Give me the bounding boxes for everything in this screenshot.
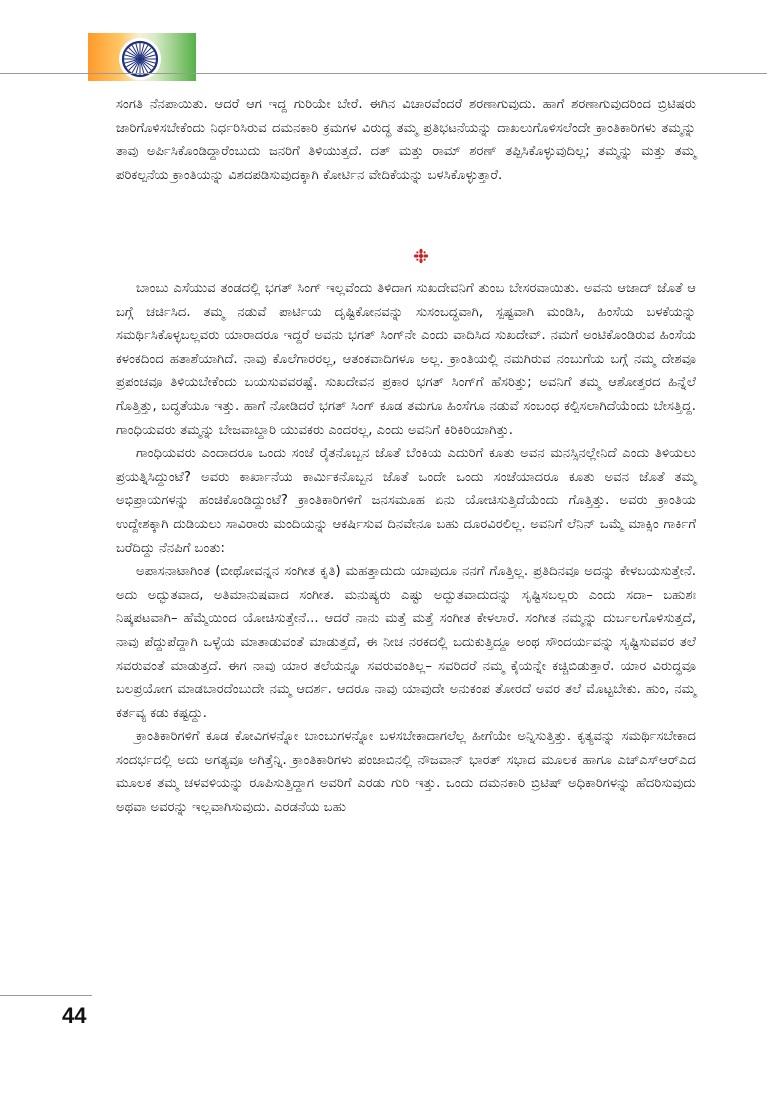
ashoka-chakra-icon	[118, 37, 162, 81]
section-two	[116, 277, 696, 820]
header-rule	[0, 73, 767, 74]
footer-rule	[0, 995, 92, 996]
page-number: 44	[62, 1003, 87, 1028]
paragraph: ಸಂಗತಿ ನೆನಪಾಯಿತು. ಆದರೆ ಆಗ ಇದ್ದ ಗುರಿಯೇ ಬೇರೆ. ಈಗಿನ ವಿಚಾರವೆಂದರೆ ಶರಣಾಗುವುದು. ಹಾಗೆ ಶರಣಾಗುವುದರಿಂದ ಬ್ರಿಟಿಷರು ಜಾರಿಗೊಳಿಸಬೇಕೆಂದು ನಿರ್ಧರಿಸಿರುವ ದಮನಕಾರಿ ಕ್ರಮಗಳ ವಿರುದ್ಧ ತಮ್ಮ ಪ್ರತಿಭಟನೆಯನ್ನು ದಾಖಲುಗೊಳಿಸಲೆಂದೇ ಕ್ರಾಂತಿಕಾರಿಗಳು ತಮ್ಮನ್ನು ತಾವು ಅರ್ಪಿಸಿಕೊಂಡಿದ್ದಾರೆಂಬುದು ಜನರಿಗೆ ತಿಳಿಯುತ್ತದೆ. ದತ್ ಮತ್ತು ರಾಮ್ ಶರಣ್ ತಪ್ಪಿಸಿಕೊಳ್ಳುವುದಿಲ್ಲ; ತಮ್ಮನ್ನು ಮತ್ತು ತಮ್ಮ ಪರಿಕಲ್ಪನೆಯ ಕ್ರಾಂತಿಯನ್ನು ವಿಶದಪಡಿಸುವುದಕ್ಕಾಗಿ ಕೋರ್ಟಿನ ವೇದಿಕೆಯನ್ನು ಬಳಸಿಕೊಳ್ಳುತ್ತಾರೆ.	[116, 97, 696, 183]
paragraph: ಬಾಂಬು ಎಸೆಯುವ ತಂಡದಲ್ಲಿ ಭಗತ್ ಸಿಂಗ್ ಇಲ್ಲವೆಂದು ತಿಳಿದಾಗ ಸುಖದೇವನಿಗೆ ತುಂಬ ಬೇಸರವಾಯಿತು. ಅವನು ಆಜಾದ್ ಜೊತೆ ಆ ಬಗ್ಗೆ ಚರ್ಚಿಸಿದ. ತಮ್ಮ ನಡುವೆ ಪಾರ್ಟಿಯ ದೃಷ್ಟಿಕೋನವನ್ನು ಸುಸಂಬದ್ಧವಾಗಿ, ಸ್ಪಷ್ಟವಾಗಿ ಮಂಡಿಸಿ, ಹಿಂಸೆಯ ಬಳಕೆಯನ್ನು ಸಮರ್ಥಿಸಿಕೊಳ್ಳಬಲ್ಲವರು ಯಾರಾದರೂ ಇದ್ದರೆ ಅವನು ಭಗತ್ ಸಿಂಗ್‌ನೇ ಎಂದು ವಾದಿಸಿದ ಸುಖದೇವ್. ನಮಗೆ ಅಂಟಿಕೊಂಡಿರುವ ಹಿಂಸೆಯ ಕಳಂಕದಿಂದ ಹತಾಶೆಯಾಗಿದೆ. ನಾವು ಕೊಲೆಗಾರರಲ್ಲ, ಆತಂಕವಾದಿಗಳೂ ಅಲ್ಲ. ಕ್ರಾಂತಿಯಲ್ಲಿ ನಮಗಿರುವ ನಂಬುಗೆಯ ಬಗ್ಗೆ ನಮ್ಮ ದೇಶವೂ ಪ್ರಪಂಚವೂ ತಿಳಿಯಬೇಕೆಂದು ಬಯಸುವವರಷ್ಟೆ. ಸುಖದೇವನ ಪ್ರಕಾರ ಭಗತ್ ಸಿಂಗ್‌ಗೆ ಹೆಸರಿತ್ತು; ಅವನಿಗೆ ತಮ್ಮ ಆಶೋತ್ತರದ ಹಿನ್ನೆಲೆ ಗೊತ್ತಿತ್ತು, ಬದ್ಧತೆಯೂ ಇತ್ತು. ಹಾಗೆ ನೋಡಿದರೆ ಭಗತ್ ಸಿಂಗ್ ಕೂಡ ತಮಗೂ ಹಿಂಸೆಗೂ ನಡುವೆ ಸಂಬಂಧ ಕಲ್ಪಿಸಲಾಗಿದೆಯೆಂದು ಬೇಸತ್ತಿದ್ದ. ಗಾಂಧಿಯವರು ತಮ್ಮನ್ನು ಬೇಜವಾಬ್ದಾರಿ ಯುವಕರು ಎಂದರಲ್ಲ, ಎಂದು ಅವನಿಗೆ ಕಿರಿಕಿರಿಯಾಗಿತ್ತು.	[116, 281, 696, 438]
paragraph: ಗಾಂಧಿಯವರು ಎಂದಾದರೂ ಒಂದು ಸಂಜೆ ರೈತನೊಬ್ಬನ ಜೊತೆ ಬೆಂಕಿಯ ಎದುರಿಗೆ ಕೂತು ಅವನ ಮನಸ್ಸಿನಲ್ಲೇನಿದೆ ಎಂದು ತಿಳಿಯಲು ಪ್ರಯತ್ನಿಸಿದ್ದುಂಟೆ? ಅವರು ಕಾರ್ಖಾನೆಯ ಕಾರ್ಮಿಕನೊಬ್ಬನ ಜೊತೆ ಒಂದೇ ಒಂದು ಸಂಜೆಯಾದರೂ ಕೂತು ಅವನ ಜೊತೆ ತಮ್ಮ ಅಭಿಪ್ರಾಯಗಳನ್ನು ಹಂಚಿಕೊಂಡಿದ್ದುಂಟೆ? ಕ್ರಾಂತಿಕಾರಿಗಳಿಗೆ ಜನಸಮೂಹ ಏನು ಯೋಚಿಸುತ್ತಿದೆಯೆಂದು ಗೊತ್ತಿತ್ತು. ಅವರು ಕ್ರಾಂತಿಯ ಉದ್ದೇಶಕ್ಕಾಗಿ ದುಡಿಯಲು ಸಾವಿರಾರು ಮಂದಿಯನ್ನು ಆಕರ್ಷಿಸುವ ದಿನವೇನೂ ಬಹು ದೂರವಿರಲಿಲ್ಲ. ಅವನಿಗೆ ಲೆನಿನ್ ಒಮ್ಮೆ ಮಾಕ್ಸಿಂ ಗಾರ್ಕಿಗೆ ಬರೆದಿದ್ದು ನೆನಪಿಗೆ ಬಂತು:	[116, 446, 696, 556]
quote-paragraph: ಅಪಾಸನಾಟಾಗಿಂತ (ಬೀಥೋವನ್ನನ ಸಂಗೀತ ಕೃತಿ) ಮಹತ್ತಾದುದು ಯಾವುದೂ ನನಗೆ ಗೊತ್ತಿಲ್ಲ. ಪ್ರತಿದಿನವೂ ಅದನ್ನು ಕೇಳಬಯಸುತ್ತೇನೆ. ಅದು ಅದ್ಭುತವಾದ, ಅತಿಮಾನುಷವಾದ ಸಂಗೀತ. ಮನುಷ್ಯರು ಎಷ್ಟು ಅದ್ಭುತವಾದುದನ್ನು ಸೃಷ್ಟಿಸಬಲ್ಲರು ಎಂದು ಸದಾ– ಬಹುಶಃ ನಿಷ್ಕಪಟವಾಗಿ– ಹೆಮ್ಮೆಯಿಂದ ಯೋಚಿಸುತ್ತೇನೆ... ಆದರೆ ನಾನು ಮತ್ತೆ ಮತ್ತೆ ಸಂಗೀತ ಕೇಳಲಾರೆ. ಸಂಗೀತ ನಮ್ಮನ್ನು ದುರ್ಬಲಗೊಳಿಸುತ್ತದೆ, ನಾವು ಪೆದ್ದುಪೆದ್ದಾಗಿ ಒಳ್ಳೆಯ ಮಾತಾಡುವಂತೆ ಮಾಡುತ್ತದೆ, ಈ ನೀಚ ನರಕದಲ್ಲಿ ಬದುಕುತ್ತಿದ್ದೂ ಅಂಥ ಸೌಂದರ್ಯವನ್ನು ಸೃಷ್ಟಿಸುವವರ ತಲೆ ಸವರುವಂತೆ ಮಾಡುತ್ತದೆ. ಈಗ ನಾವು ಯಾರ ತಲೆಯನ್ನೂ ಸವರುವಂತಿಲ್ಲ– ಸವರಿದರೆ ನಮ್ಮ ಕೈಯನ್ನೇ ಕಚ್ಚಿಬಿಡುತ್ತಾರೆ. ಯಾರ ವಿರುದ್ಧವೂ ಬಲಪ್ರಯೋಗ ಮಾಡಬಾರದೆಂಬುದೇ ನಮ್ಮ ಆದರ್ಶ. ಆದರೂ ನಾವು ಯಾವುದೇ ಅನುಕಂಪ ತೋರದೆ ಅವರ ತಲೆ ಮೊಟ್ಟಬೇಕು. ಹುಂ, ನಮ್ಮ ಕರ್ತವ್ಯ ಕಡು ಕಷ್ಟದ್ದು.	[116, 564, 696, 721]
flower-ornament-icon	[413, 248, 429, 264]
paragraph: ಕ್ರಾಂತಿಕಾರಿಗಳಿಗೆ ಕೂಡ ಕೋವಿಗಳನ್ನೋ ಬಾಂಬುಗಳನ್ನೋ ಬಳಸಬೇಕಾದಾಗಲೆಲ್ಲ ಹೀಗೆಯೇ ಅನ್ನಿಸುತ್ತಿತ್ತು. ಕೃತ್ಯವನ್ನು ಸಮರ್ಥಿಸಬೇಕಾದ ಸಂದರ್ಭದಲ್ಲಿ ಅದು ಅಗತ್ಯವೂ ಅಗಿತ್ತೆನ್ನಿ. ಕ್ರಾಂತಿಕಾರಿಗಳು ಪಂಜಾಬಿನಲ್ಲಿ ನೌಜವಾನ್ ಭಾರತ್ ಸಭಾದ ಮೂಲಕ ಹಾಗೂ ಎಚ್‌ಎಸ್‌ಆರ್‌ಎದ ಮೂಲಕ ತಮ್ಮ ಚಳವಳಿಯನ್ನು ರೂಪಿಸುತ್ತಿದ್ದಾಗ ಅವರಿಗೆ ಎರಡು ಗುರಿ ಇತ್ತು. ಒಂದು ದಮನಕಾರಿ ಬ್ರಿಟಿಷ್ ಅಧಿಕಾರಿಗಳನ್ನು ಹೆದರಿಸುವುದು ಅಥವಾ ಅವರನ್ನು ಇಲ್ಲವಾಗಿಸುವುದು. ಎರಡನೆಯ ಬಹು	[116, 729, 696, 816]
section-one	[116, 93, 696, 187]
